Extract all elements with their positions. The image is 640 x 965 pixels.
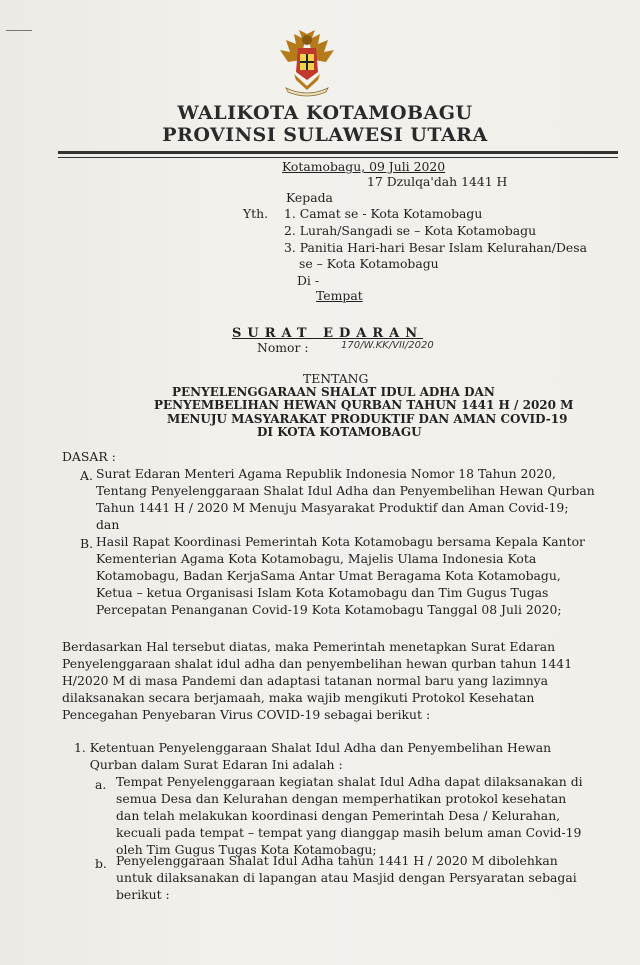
recipient-item: 3. Panitia Hari-hari Besar Islam Kelurahan/Desa	[284, 240, 587, 255]
text-line: untuk dilaksanakan di lapangan atau Masjid dengan Persyaratan sebagai	[116, 870, 577, 885]
text-line: Hasil Rapat Koordinasi Pemerintah Kota Kotamobagu bersama Kepala Kantor	[96, 534, 585, 549]
header-line-2: PROVINSI SULAWESI UTARA	[162, 124, 488, 146]
point-1b-text	[116, 852, 577, 903]
subject-line: DI KOTA KOTAMOBAGU	[257, 425, 422, 439]
point-1a-marker: a.	[95, 777, 107, 792]
text-line: Ketua – ketua Organisasi Islam Kota Kotamobagu dan Tim Gugus Tugas	[96, 585, 549, 600]
text-line: Penyelenggaraan shalat idul adha dan penyembelihan hewan qurban tahun 1441	[62, 656, 573, 671]
recipient-item: 2. Lurah/Sangadi se – Kota Kotamobagu	[284, 223, 537, 238]
yth-label: Yth.	[243, 206, 269, 221]
text-line: H/2020 M di masa Pandemi dan adaptasi tatanan normal baru yang lazimnya	[62, 673, 549, 688]
text-line: dan telah melakukan koordinasi dengan Pemerintah Desa / Kelurahan,	[116, 808, 561, 823]
text-line: semua Desa dan Kelurahan dengan memperhatikan protokol kesehatan	[116, 791, 567, 806]
tentang-label: TENTANG	[303, 371, 369, 386]
dasar-a-text	[96, 465, 595, 533]
header-rule-thin	[58, 157, 618, 158]
kepada-label: Kepada	[286, 190, 333, 205]
text-line: Pencegahan Penyebaran Virus COVID-19 sebagai berikut :	[62, 707, 431, 722]
header-line-1: WALIKOTA KOTAMOBAGU	[177, 102, 473, 124]
subject-line: MENUJU MASYARAKAT PRODUKTIF DAN AMAN COVID-19	[167, 412, 568, 426]
garuda-emblem-icon	[272, 26, 342, 98]
text-line: Qurban dalam Surat Edaran Ini adalah :	[74, 757, 343, 772]
recipient-item-continuation: se – Kota Kotamobagu	[299, 256, 439, 271]
dasar-label: DASAR :	[62, 449, 116, 464]
document-type-title: SURAT EDARAN	[232, 326, 424, 341]
text-line: Surat Edaran Menteri Agama Republik Indonesia Nomor 18 Tahun 2020,	[96, 466, 556, 481]
text-line: dan	[96, 517, 120, 532]
point-1b-marker: b.	[95, 856, 107, 871]
subject-line: PENYELENGGARAAN SHALAT IDUL ADHA DAN	[172, 385, 495, 399]
header-rule-thick	[58, 151, 618, 154]
text-line: Tentang Penyelenggaraan Shalat Idul Adha dan Penyembelihan Hewan Qurban	[96, 483, 595, 498]
text-line: Kotamobagu, Badan KerjaSama Antar Umat Beragama Kota Kotamobagu,	[96, 568, 561, 583]
text-line: 1. Ketentuan Penyelenggaraan Shalat Idul Adha dan Penyembelihan Hewan	[74, 740, 552, 755]
di-label: Di -	[297, 273, 320, 288]
nomor-label: Nomor :	[257, 340, 309, 355]
text-line: Berdasarkan Hal tersebut diatas, maka Pemerintah menetapkan Surat Edaran	[62, 639, 556, 654]
text-line: oleh Tim Gugus Tugas Kota Kotamobagu;	[116, 842, 377, 857]
recipient-item: 1. Camat se - Kota Kotamobagu	[284, 206, 483, 221]
text-line: Tahun 1441 H / 2020 M Menuju Masyarakat Produktif dan Aman Covid-19;	[96, 500, 569, 515]
nomor-value: 170/W.KK/VII/2020	[341, 340, 434, 351]
tempat-label: Tempat	[316, 288, 363, 303]
text-line: Tempat Penyelenggaraan kegiatan shalat Idul Adha dapat dilaksanakan di	[116, 774, 583, 789]
letter-date: Kotamobagu, 09 Juli 2020	[282, 159, 446, 174]
text-line: Kementerian Agama Kota Kotamobagu, Majelis Ulama Indonesia Kota	[96, 551, 537, 566]
main-paragraph	[62, 638, 572, 723]
point-1a-text	[116, 773, 583, 858]
hijri-date: 17 Dzulqa'dah 1441 H	[367, 174, 508, 189]
text-line: berikut :	[116, 887, 170, 902]
dasar-b-marker: B.	[80, 536, 94, 551]
text-line: Penyelenggaraan Shalat Idul Adha tahun 1441 H / 2020 M dibolehkan	[116, 853, 558, 868]
dasar-b-text	[96, 533, 585, 618]
text-line: Percepatan Penanganan Covid-19 Kota Kotamobagu Tanggal 08 Juli 2020;	[96, 602, 562, 617]
subject-line: PENYEMBELIHAN HEWAN QURBAN TAHUN 1441 H / 2020 M	[154, 398, 574, 412]
text-line: dilaksanakan secara berjamaah, maka wajib mengikuti Protokol Kesehatan	[62, 690, 535, 705]
text-line: kecuali pada tempat – tempat yang dianggap masih belum aman Covid-19	[116, 825, 582, 840]
point-1-text	[74, 739, 551, 773]
corner-mark	[6, 30, 32, 31]
dasar-a-marker: A.	[80, 468, 93, 483]
